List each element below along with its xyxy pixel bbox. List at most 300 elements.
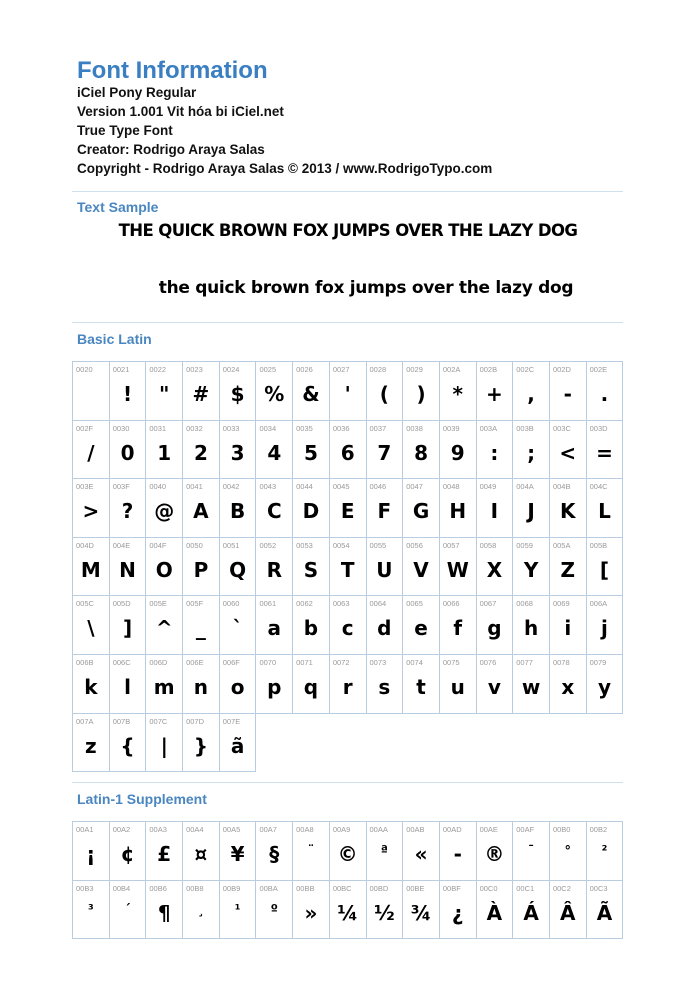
glyph-code: 0033	[222, 423, 240, 433]
glyph-code: 0054	[332, 540, 350, 550]
glyph-char: '	[344, 382, 351, 406]
glyph-cell	[220, 362, 257, 421]
glyph-cell	[587, 596, 624, 655]
glyph-code: 00AA	[369, 825, 388, 834]
glyph-code: 004B	[552, 482, 571, 492]
glyph-char: m	[153, 674, 175, 699]
glyph-cell	[440, 881, 477, 940]
glyph-code: 006B	[76, 657, 94, 667]
glyph-code: 0036	[332, 423, 350, 433]
glyph-code: 002A	[442, 365, 461, 374]
glyph-cell	[146, 881, 183, 940]
glyph-cell	[183, 822, 220, 881]
glyph-code: 00A4	[186, 825, 204, 834]
sample-uppercase: THE QUICK BROWN FOX JUMPS OVER THE LAZY DOG	[118, 221, 578, 240]
glyph-char: C	[266, 499, 282, 524]
glyph-cell	[550, 655, 587, 714]
glyph-char: ,	[527, 382, 535, 406]
glyph-cell	[403, 881, 440, 940]
glyph-code: 0071	[296, 657, 313, 667]
glyph-code: 0051	[222, 540, 240, 550]
glyph-char: P	[193, 557, 209, 582]
glyph-code: 0068	[516, 599, 533, 609]
glyph-cell	[403, 655, 440, 714]
glyph-cell	[73, 822, 110, 881]
glyph-char: 7	[377, 440, 392, 465]
glyph-char: 1	[157, 440, 172, 465]
glyph-cell	[330, 479, 367, 538]
glyph-char: .	[600, 382, 609, 406]
glyph-code: 003D	[589, 423, 608, 433]
glyph-char: °	[564, 844, 572, 859]
glyph-cell	[256, 822, 293, 881]
glyph-cell	[220, 822, 257, 881]
glyph-code: 00A8	[296, 825, 314, 834]
glyph-cell	[587, 881, 624, 940]
glyph-char: ¶	[157, 900, 171, 925]
glyph-code: 002E	[589, 365, 608, 374]
glyph-code: 0049	[479, 482, 497, 492]
glyph-code: 005B	[589, 540, 608, 550]
glyph-char: R	[266, 557, 282, 582]
glyph-code: 005E	[149, 599, 167, 609]
glyph-char: o	[230, 674, 245, 699]
glyph-cell	[293, 655, 330, 714]
glyph-code: 0058	[479, 540, 497, 550]
glyph-char: \	[87, 616, 95, 641]
section-title-text-sample: Text Sample	[77, 199, 159, 215]
glyph-char: ¸	[197, 902, 205, 918]
glyph-char: 8	[414, 440, 428, 465]
glyph-char: ¿	[451, 900, 464, 925]
glyph-char: /	[87, 440, 95, 465]
glyph-char: q	[303, 674, 319, 699]
glyph-char: º	[270, 902, 278, 918]
glyph-char: D	[302, 499, 320, 524]
glyph-char: T	[340, 557, 355, 582]
glyph-code: 00A7	[259, 825, 277, 834]
glyph-char: w	[521, 674, 541, 699]
glyph-char: ©	[337, 842, 358, 866]
glyph-char: ¤	[194, 842, 208, 866]
glyph-cell	[513, 881, 550, 940]
glyph-code: 005F	[186, 599, 204, 609]
glyph-code: 0046	[369, 482, 387, 492]
glyph-code: 00BB	[296, 883, 315, 893]
glyph-cell	[183, 714, 220, 773]
glyph-char: z	[85, 733, 97, 758]
glyph-code: 0075	[442, 657, 460, 667]
glyph-code: 007C	[149, 716, 168, 726]
glyph-char: y	[597, 674, 611, 699]
glyph-char: 2	[193, 440, 208, 465]
glyph-code: 00B0	[552, 825, 571, 834]
glyph-cell	[587, 362, 624, 421]
glyph-code: 00C2	[552, 883, 571, 893]
glyph-char: À	[486, 900, 503, 925]
glyph-code: 00B9	[222, 883, 241, 893]
glyph-cell	[256, 479, 293, 538]
glyph-char: 5	[304, 440, 318, 465]
glyph-cell	[220, 421, 257, 480]
glyph-code: 0064	[369, 599, 387, 609]
glyph-cell	[367, 881, 404, 940]
glyph-code: 00B8	[186, 883, 204, 893]
glyph-char: ¯	[527, 844, 535, 859]
glyph-cell	[110, 881, 147, 940]
glyph-code: 0041	[186, 482, 203, 492]
glyph-char: Â	[560, 900, 576, 925]
glyph-code: 005D	[112, 599, 131, 609]
glyph-row	[73, 538, 623, 597]
glyph-code: 0040	[149, 482, 167, 492]
glyph-cell	[220, 596, 257, 655]
glyph-cell	[73, 421, 110, 480]
glyph-code: 003B	[516, 423, 534, 433]
divider	[72, 782, 623, 783]
glyph-cell	[513, 421, 550, 480]
glyph-code: 0031	[149, 423, 167, 433]
glyph-char: Á	[523, 900, 539, 925]
glyph-cell	[477, 596, 514, 655]
glyph-code: 0025	[259, 365, 277, 374]
glyph-cell	[367, 596, 404, 655]
glyph-code: 0065	[406, 599, 423, 609]
glyph-char: J	[527, 499, 535, 524]
glyph-code: 0072	[332, 657, 350, 667]
glyph-char: @	[154, 499, 175, 524]
glyph-char: Ã	[596, 900, 613, 925]
glyph-cell	[330, 421, 367, 480]
glyph-char: -	[563, 382, 572, 406]
glyph-cell	[183, 596, 220, 655]
glyph-grid-basic-latin	[72, 361, 623, 772]
section-title-latin1: Latin-1 Supplement	[77, 791, 207, 807]
glyph-code: 0024	[222, 365, 240, 374]
glyph-code: 00B6	[149, 883, 167, 893]
glyph-cell	[73, 881, 110, 940]
glyph-code: 0069	[552, 599, 570, 609]
glyph-code: 0073	[369, 657, 387, 667]
glyph-code: 0027	[332, 365, 350, 374]
glyph-char: n	[193, 674, 209, 699]
glyph-code: 0038	[406, 423, 423, 433]
glyph-char: M	[80, 557, 101, 582]
glyph-code: 006D	[149, 657, 168, 667]
glyph-code: 0052	[259, 540, 277, 550]
glyph-char: A	[193, 499, 209, 524]
glyph-cell	[220, 714, 257, 773]
glyph-char: e	[414, 616, 428, 641]
glyph-char: g	[487, 616, 502, 641]
glyph-cell	[73, 596, 110, 655]
glyph-code: 005C	[76, 599, 94, 609]
glyph-code: 003A	[479, 423, 498, 433]
glyph-char: ¾	[410, 900, 432, 925]
glyph-cell	[293, 362, 330, 421]
glyph-code: 0077	[516, 657, 533, 667]
glyph-code: 0047	[406, 482, 423, 492]
glyph-cell	[440, 421, 477, 480]
glyph-row	[73, 655, 623, 714]
glyph-code: 0050	[186, 540, 203, 550]
glyph-cell	[256, 421, 293, 480]
glyph-char: 4	[267, 440, 282, 465]
glyph-code: 00C0	[479, 883, 498, 893]
glyph-char: X	[486, 557, 503, 582]
glyph-cell	[293, 881, 330, 940]
glyph-char: ³	[87, 902, 94, 918]
glyph-cell	[293, 421, 330, 480]
glyph-char: ¼	[337, 900, 358, 925]
glyph-char: F	[377, 499, 392, 524]
glyph-cell	[330, 881, 367, 940]
glyph-cell	[550, 538, 587, 597]
glyph-cell	[330, 655, 367, 714]
glyph-cell	[587, 421, 624, 480]
glyph-code: 006A	[589, 599, 608, 609]
glyph-code: 00BF	[442, 883, 461, 893]
glyph-cell	[110, 655, 147, 714]
glyph-cell	[220, 479, 257, 538]
glyph-code: 00A5	[222, 825, 241, 834]
glyph-code: 00AF	[516, 825, 535, 834]
glyph-char: h	[523, 616, 539, 641]
glyph-code: 0035	[296, 423, 313, 433]
glyph-cell	[73, 362, 110, 421]
glyph-code: 00A3	[149, 825, 167, 834]
glyph-code: 0028	[369, 365, 387, 374]
glyph-cell	[146, 421, 183, 480]
glyph-char: ?	[121, 499, 134, 524]
glyph-row	[73, 362, 623, 421]
glyph-char: b	[303, 616, 319, 641]
glyph-char: ª	[380, 844, 389, 859]
glyph-cell	[403, 479, 440, 538]
glyph-code: 0034	[259, 423, 277, 433]
glyph-code: 0061	[259, 599, 277, 609]
glyph-char: k	[84, 674, 98, 699]
glyph-code: 0023	[186, 365, 203, 374]
glyph-cell	[367, 362, 404, 421]
glyph-cell	[587, 479, 624, 538]
page-title: Font Information	[77, 57, 268, 84]
glyph-cell	[256, 596, 293, 655]
glyph-char: H	[449, 499, 467, 524]
glyph-cell	[403, 538, 440, 597]
glyph-cell	[73, 479, 110, 538]
glyph-code: 0066	[442, 599, 460, 609]
glyph-cell	[293, 596, 330, 655]
glyph-cell	[367, 479, 404, 538]
glyph-code: 0062	[296, 599, 313, 609]
glyph-char: ]	[122, 616, 133, 641]
glyph-code: 0076	[479, 657, 497, 667]
glyph-code: 006E	[186, 657, 204, 667]
glyph-char: K	[560, 499, 576, 524]
glyph-code: 0020	[76, 365, 93, 374]
glyph-char: N	[119, 557, 136, 582]
glyph-code: 0079	[589, 657, 607, 667]
glyph-char: r	[342, 674, 353, 699]
glyph-code: 004E	[112, 540, 131, 550]
glyph-cell	[183, 655, 220, 714]
glyph-char: a	[267, 616, 282, 641]
glyph-code: 00B3	[76, 883, 94, 893]
glyph-code: 005A	[552, 540, 571, 550]
glyph-cell	[477, 421, 514, 480]
glyph-code: 00B2	[589, 825, 608, 834]
glyph-char: j	[601, 616, 608, 641]
glyph-char: 3	[230, 440, 245, 465]
glyph-cell	[256, 655, 293, 714]
glyph-code: 0067	[479, 599, 497, 609]
glyph-char: #	[192, 382, 210, 406]
glyph-char: ®	[484, 842, 505, 866]
divider	[72, 191, 623, 192]
glyph-char: s	[378, 674, 391, 699]
glyph-cell	[403, 822, 440, 881]
glyph-cell	[477, 881, 514, 940]
glyph-code: 00BA	[259, 883, 278, 893]
glyph-cell	[146, 362, 183, 421]
glyph-char: «	[414, 842, 428, 866]
glyph-cell	[330, 362, 367, 421]
glyph-code: 00AB	[406, 825, 425, 834]
glyph-cell	[183, 538, 220, 597]
glyph-row	[73, 421, 623, 480]
glyph-cell	[146, 822, 183, 881]
glyph-char: _	[195, 616, 206, 641]
glyph-char: ½	[373, 900, 395, 925]
glyph-cell	[550, 881, 587, 940]
glyph-row	[73, 881, 623, 940]
glyph-cell	[550, 421, 587, 480]
glyph-cell	[110, 421, 147, 480]
glyph-cell	[367, 538, 404, 597]
glyph-code: 0070	[259, 657, 277, 667]
glyph-code: 0060	[222, 599, 240, 609]
glyph-cell	[110, 822, 147, 881]
font-creator: Creator: Rodrigo Araya Salas	[77, 142, 265, 157]
glyph-code: 0053	[296, 540, 313, 550]
glyph-cell	[183, 881, 220, 940]
font-name: iCiel Pony Regular	[77, 85, 197, 100]
glyph-cell	[367, 822, 404, 881]
glyph-char: L	[598, 499, 611, 524]
glyph-char: &	[302, 382, 320, 406]
glyph-cell	[440, 596, 477, 655]
glyph-char: O	[155, 557, 173, 582]
glyph-cell	[513, 655, 550, 714]
glyph-cell	[183, 479, 220, 538]
glyph-char: Q	[229, 557, 247, 582]
glyph-cell	[477, 538, 514, 597]
glyph-code: 0078	[552, 657, 570, 667]
glyph-char: (	[379, 382, 389, 406]
glyph-char: :	[490, 440, 499, 465]
glyph-code: 00BC	[332, 883, 352, 893]
glyph-char: »	[304, 900, 318, 925]
glyph-char: d	[377, 616, 392, 641]
glyph-char: ´	[124, 902, 131, 918]
glyph-char: E	[340, 499, 355, 524]
glyph-code: 002D	[552, 365, 571, 374]
glyph-grid-latin1-supplement	[72, 821, 623, 939]
glyph-code: 0026	[296, 365, 313, 374]
glyph-cell	[550, 822, 587, 881]
glyph-char: u	[450, 674, 465, 699]
glyph-cell	[477, 822, 514, 881]
glyph-code: 0074	[406, 657, 423, 667]
glyph-code: 0029	[406, 365, 423, 374]
glyph-code: 007A	[76, 716, 94, 726]
glyph-cell	[73, 538, 110, 597]
glyph-code: 003C	[552, 423, 571, 433]
glyph-cell	[73, 655, 110, 714]
glyph-code: 007E	[222, 716, 241, 726]
glyph-code: 0030	[112, 423, 130, 433]
glyph-cell	[550, 362, 587, 421]
glyph-cell	[110, 362, 147, 421]
glyph-char: ¹	[234, 902, 241, 918]
glyph-code: 0039	[442, 423, 460, 433]
glyph-char: ¡	[86, 842, 96, 866]
glyph-code: 0044	[296, 482, 313, 492]
glyph-char: £	[157, 842, 172, 866]
glyph-char: ¥	[230, 842, 245, 866]
glyph-code: 0022	[149, 365, 167, 374]
glyph-char: 9	[450, 440, 465, 465]
glyph-code: 0048	[442, 482, 460, 492]
glyph-row	[73, 479, 623, 538]
sample-lowercase: the quick brown fox jumps over the lazy dog	[158, 278, 574, 298]
glyph-code: 004C	[589, 482, 608, 492]
glyph-char: ¨	[307, 844, 315, 859]
glyph-cell	[146, 655, 183, 714]
font-copyright: Copyright - Rodrigo Araya Salas © 2013 / www.RodrigoTypo.com	[77, 161, 493, 176]
glyph-char: >	[82, 499, 100, 524]
glyph-cell	[146, 479, 183, 538]
glyph-char: `	[232, 616, 243, 641]
glyph-char: !	[122, 382, 133, 406]
glyph-code: 00AE	[479, 825, 498, 834]
glyph-code: 0055	[369, 540, 387, 550]
glyph-cell	[403, 421, 440, 480]
glyph-code: 003F	[112, 482, 130, 492]
glyph-code: 0037	[369, 423, 387, 433]
glyph-char: l	[124, 674, 131, 699]
glyph-char: Z	[560, 557, 576, 582]
glyph-cell	[330, 822, 367, 881]
glyph-char: Y	[523, 557, 539, 582]
glyph-cell	[477, 655, 514, 714]
glyph-cell	[440, 362, 477, 421]
glyph-cell	[440, 538, 477, 597]
glyph-char: }	[193, 733, 209, 758]
glyph-cell	[110, 538, 147, 597]
glyph-char: |	[160, 733, 168, 758]
glyph-char: i	[564, 616, 572, 641]
glyph-code: 007D	[186, 716, 204, 726]
glyph-code: 004A	[516, 482, 534, 492]
glyph-cell	[183, 362, 220, 421]
glyph-code: 006C	[112, 657, 131, 667]
glyph-code: 004D	[76, 540, 94, 550]
glyph-char: B	[229, 499, 246, 524]
glyph-char: {	[120, 733, 135, 758]
glyph-char: "	[159, 382, 170, 406]
